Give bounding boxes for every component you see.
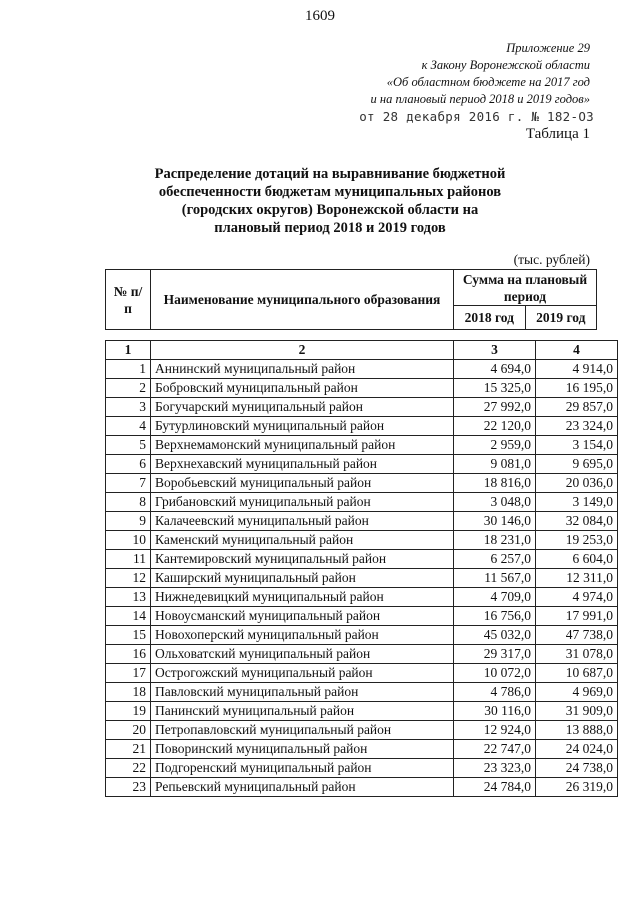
municipality-name: Бобровский муниципальный район xyxy=(151,379,454,398)
municipality-name: Кантемировский муниципальный район xyxy=(151,550,454,569)
units-label: (тыс. рублей) xyxy=(513,252,590,267)
amount-2019: 29 857,0 xyxy=(536,398,618,417)
amount-2018: 9 081,0 xyxy=(454,455,536,474)
amount-2019: 19 253,0 xyxy=(536,531,618,550)
table-row xyxy=(106,550,618,569)
row-number: 10 xyxy=(106,531,151,550)
municipality-name: Каширский муниципальный район xyxy=(151,569,454,588)
municipality-name: Богучарский муниципальный район xyxy=(151,398,454,417)
amount-2019: 20 036,0 xyxy=(536,474,618,493)
header-name: Наименование муниципального образования xyxy=(151,270,454,330)
header-number: № п/п xyxy=(106,270,151,330)
table-row xyxy=(106,436,618,455)
table-row xyxy=(106,417,618,436)
page-number: 1609 xyxy=(305,8,335,24)
row-number: 4 xyxy=(106,417,151,436)
title-line: (городских округов) Воронежской области на xyxy=(181,202,479,218)
amount-2019: 32 084,0 xyxy=(536,512,618,531)
amount-2018: 4 786,0 xyxy=(454,683,536,702)
municipality-name: Верхнемамонский муниципальный район xyxy=(151,436,454,455)
municipality-name: Поворинский муниципальный район xyxy=(151,740,454,759)
title-line: Распределение дотаций на выравнивание бюджетной xyxy=(154,166,506,182)
table-header xyxy=(105,269,597,330)
amount-2018: 23 323,0 xyxy=(454,759,536,778)
amount-2018: 10 072,0 xyxy=(454,664,536,683)
amount-2018: 2 959,0 xyxy=(454,436,536,455)
date-stamp: от 28 декабря 2016 г. № 182-ОЗ xyxy=(359,109,594,124)
row-number: 2 xyxy=(106,379,151,398)
row-number: 12 xyxy=(106,569,151,588)
amount-2019: 17 991,0 xyxy=(536,607,618,626)
table-row xyxy=(106,512,618,531)
amount-2018: 30 116,0 xyxy=(454,702,536,721)
row-number: 7 xyxy=(106,474,151,493)
row-number: 21 xyxy=(106,740,151,759)
table-row xyxy=(106,360,618,379)
row-number: 8 xyxy=(106,493,151,512)
amount-2018: 4 694,0 xyxy=(454,360,536,379)
table-row xyxy=(106,398,618,417)
amount-2019: 24 024,0 xyxy=(536,740,618,759)
row-number: 17 xyxy=(106,664,151,683)
table-row xyxy=(106,721,618,740)
row-number: 5 xyxy=(106,436,151,455)
row-number: 20 xyxy=(106,721,151,740)
table-row xyxy=(106,683,618,702)
municipality-name: Аннинский муниципальный район xyxy=(151,360,454,379)
table-body xyxy=(106,341,618,797)
amount-2019: 4 974,0 xyxy=(536,588,618,607)
amount-2018: 15 325,0 xyxy=(454,379,536,398)
amount-2018: 18 231,0 xyxy=(454,531,536,550)
table-row xyxy=(106,645,618,664)
table-row xyxy=(106,759,618,778)
municipality-name: Калачеевский муниципальный район xyxy=(151,512,454,531)
amount-2019: 3 149,0 xyxy=(536,493,618,512)
table-row xyxy=(106,664,618,683)
row-number: 19 xyxy=(106,702,151,721)
amount-2018: 16 756,0 xyxy=(454,607,536,626)
row-number: 11 xyxy=(106,550,151,569)
document-title xyxy=(140,165,520,237)
amount-2019: 31 909,0 xyxy=(536,702,618,721)
index-cell: 3 xyxy=(454,341,536,360)
table-row xyxy=(106,702,618,721)
municipality-name: Подгоренский муниципальный район xyxy=(151,759,454,778)
row-number: 14 xyxy=(106,607,151,626)
amount-2019: 31 078,0 xyxy=(536,645,618,664)
data-table xyxy=(105,340,618,797)
index-cell: 1 xyxy=(106,341,151,360)
table-row xyxy=(106,531,618,550)
row-number: 3 xyxy=(106,398,151,417)
row-number: 22 xyxy=(106,759,151,778)
row-number: 13 xyxy=(106,588,151,607)
title-line: обеспеченности бюджетам муниципальных районов xyxy=(158,184,502,200)
municipality-name: Бутурлиновский муниципальный район xyxy=(151,417,454,436)
municipality-name: Нижнедевицкий муниципальный район xyxy=(151,588,454,607)
table-row xyxy=(106,455,618,474)
amount-2019: 47 738,0 xyxy=(536,626,618,645)
table-row xyxy=(106,588,618,607)
amount-2018: 12 924,0 xyxy=(454,721,536,740)
table-row xyxy=(106,569,618,588)
row-number: 9 xyxy=(106,512,151,531)
index-cell: 2 xyxy=(151,341,454,360)
municipality-name: Верхнехавский муниципальный район xyxy=(151,455,454,474)
municipality-name: Панинский муниципальный район xyxy=(151,702,454,721)
amount-2019: 13 888,0 xyxy=(536,721,618,740)
amount-2019: 9 695,0 xyxy=(536,455,618,474)
municipality-name: Острогожский муниципальный район xyxy=(151,664,454,683)
appendix-reference xyxy=(371,40,590,108)
amount-2018: 27 992,0 xyxy=(454,398,536,417)
row-number: 6 xyxy=(106,455,151,474)
table-label: Таблица 1 xyxy=(525,126,590,142)
appendix-line: к Закону Воронежской области xyxy=(421,58,590,72)
amount-2018: 11 567,0 xyxy=(454,569,536,588)
row-number: 16 xyxy=(106,645,151,664)
column-index-row xyxy=(106,341,618,360)
appendix-line: Приложение 29 xyxy=(506,41,590,55)
municipality-name: Новохоперский муниципальный район xyxy=(151,626,454,645)
row-number: 18 xyxy=(106,683,151,702)
amount-2018: 18 816,0 xyxy=(454,474,536,493)
row-number: 23 xyxy=(106,778,151,797)
amount-2018: 24 784,0 xyxy=(454,778,536,797)
table-row xyxy=(106,474,618,493)
amount-2018: 3 048,0 xyxy=(454,493,536,512)
municipality-name: Репьевский муниципальный район xyxy=(151,778,454,797)
amount-2019: 12 311,0 xyxy=(536,569,618,588)
header-sum: Сумма на плановый период xyxy=(454,270,597,306)
amount-2019: 4 969,0 xyxy=(536,683,618,702)
appendix-line: «Об областном бюджете на 2017 год xyxy=(386,75,590,89)
table-row xyxy=(106,740,618,759)
municipality-name: Петропавловский муниципальный район xyxy=(151,721,454,740)
table-row xyxy=(106,493,618,512)
amount-2019: 24 738,0 xyxy=(536,759,618,778)
table-row xyxy=(106,379,618,398)
table-row xyxy=(106,778,618,797)
row-number: 15 xyxy=(106,626,151,645)
amount-2019: 6 604,0 xyxy=(536,550,618,569)
municipality-name: Новоусманский муниципальный район xyxy=(151,607,454,626)
amount-2019: 10 687,0 xyxy=(536,664,618,683)
amount-2019: 3 154,0 xyxy=(536,436,618,455)
amount-2019: 4 914,0 xyxy=(536,360,618,379)
amount-2019: 26 319,0 xyxy=(536,778,618,797)
amount-2018: 6 257,0 xyxy=(454,550,536,569)
table-row xyxy=(106,626,618,645)
header-year-2018: 2018 год xyxy=(454,306,526,330)
municipality-name: Каменский муниципальный район xyxy=(151,531,454,550)
amount-2018: 4 709,0 xyxy=(454,588,536,607)
amount-2018: 45 032,0 xyxy=(454,626,536,645)
amount-2019: 23 324,0 xyxy=(536,417,618,436)
amount-2018: 30 146,0 xyxy=(454,512,536,531)
municipality-name: Воробьевский муниципальный район xyxy=(151,474,454,493)
appendix-line: и на плановый период 2018 и 2019 годов» xyxy=(370,92,590,106)
amount-2018: 29 317,0 xyxy=(454,645,536,664)
title-line: плановый период 2018 и 2019 годов xyxy=(214,220,446,236)
municipality-name: Ольховатский муниципальный район xyxy=(151,645,454,664)
row-number: 1 xyxy=(106,360,151,379)
municipality-name: Грибановский муниципальный район xyxy=(151,493,454,512)
municipality-name: Павловский муниципальный район xyxy=(151,683,454,702)
amount-2018: 22 120,0 xyxy=(454,417,536,436)
amount-2019: 16 195,0 xyxy=(536,379,618,398)
index-cell: 4 xyxy=(536,341,618,360)
header-year-2019: 2019 год xyxy=(525,306,597,330)
table-row xyxy=(106,607,618,626)
amount-2018: 22 747,0 xyxy=(454,740,536,759)
